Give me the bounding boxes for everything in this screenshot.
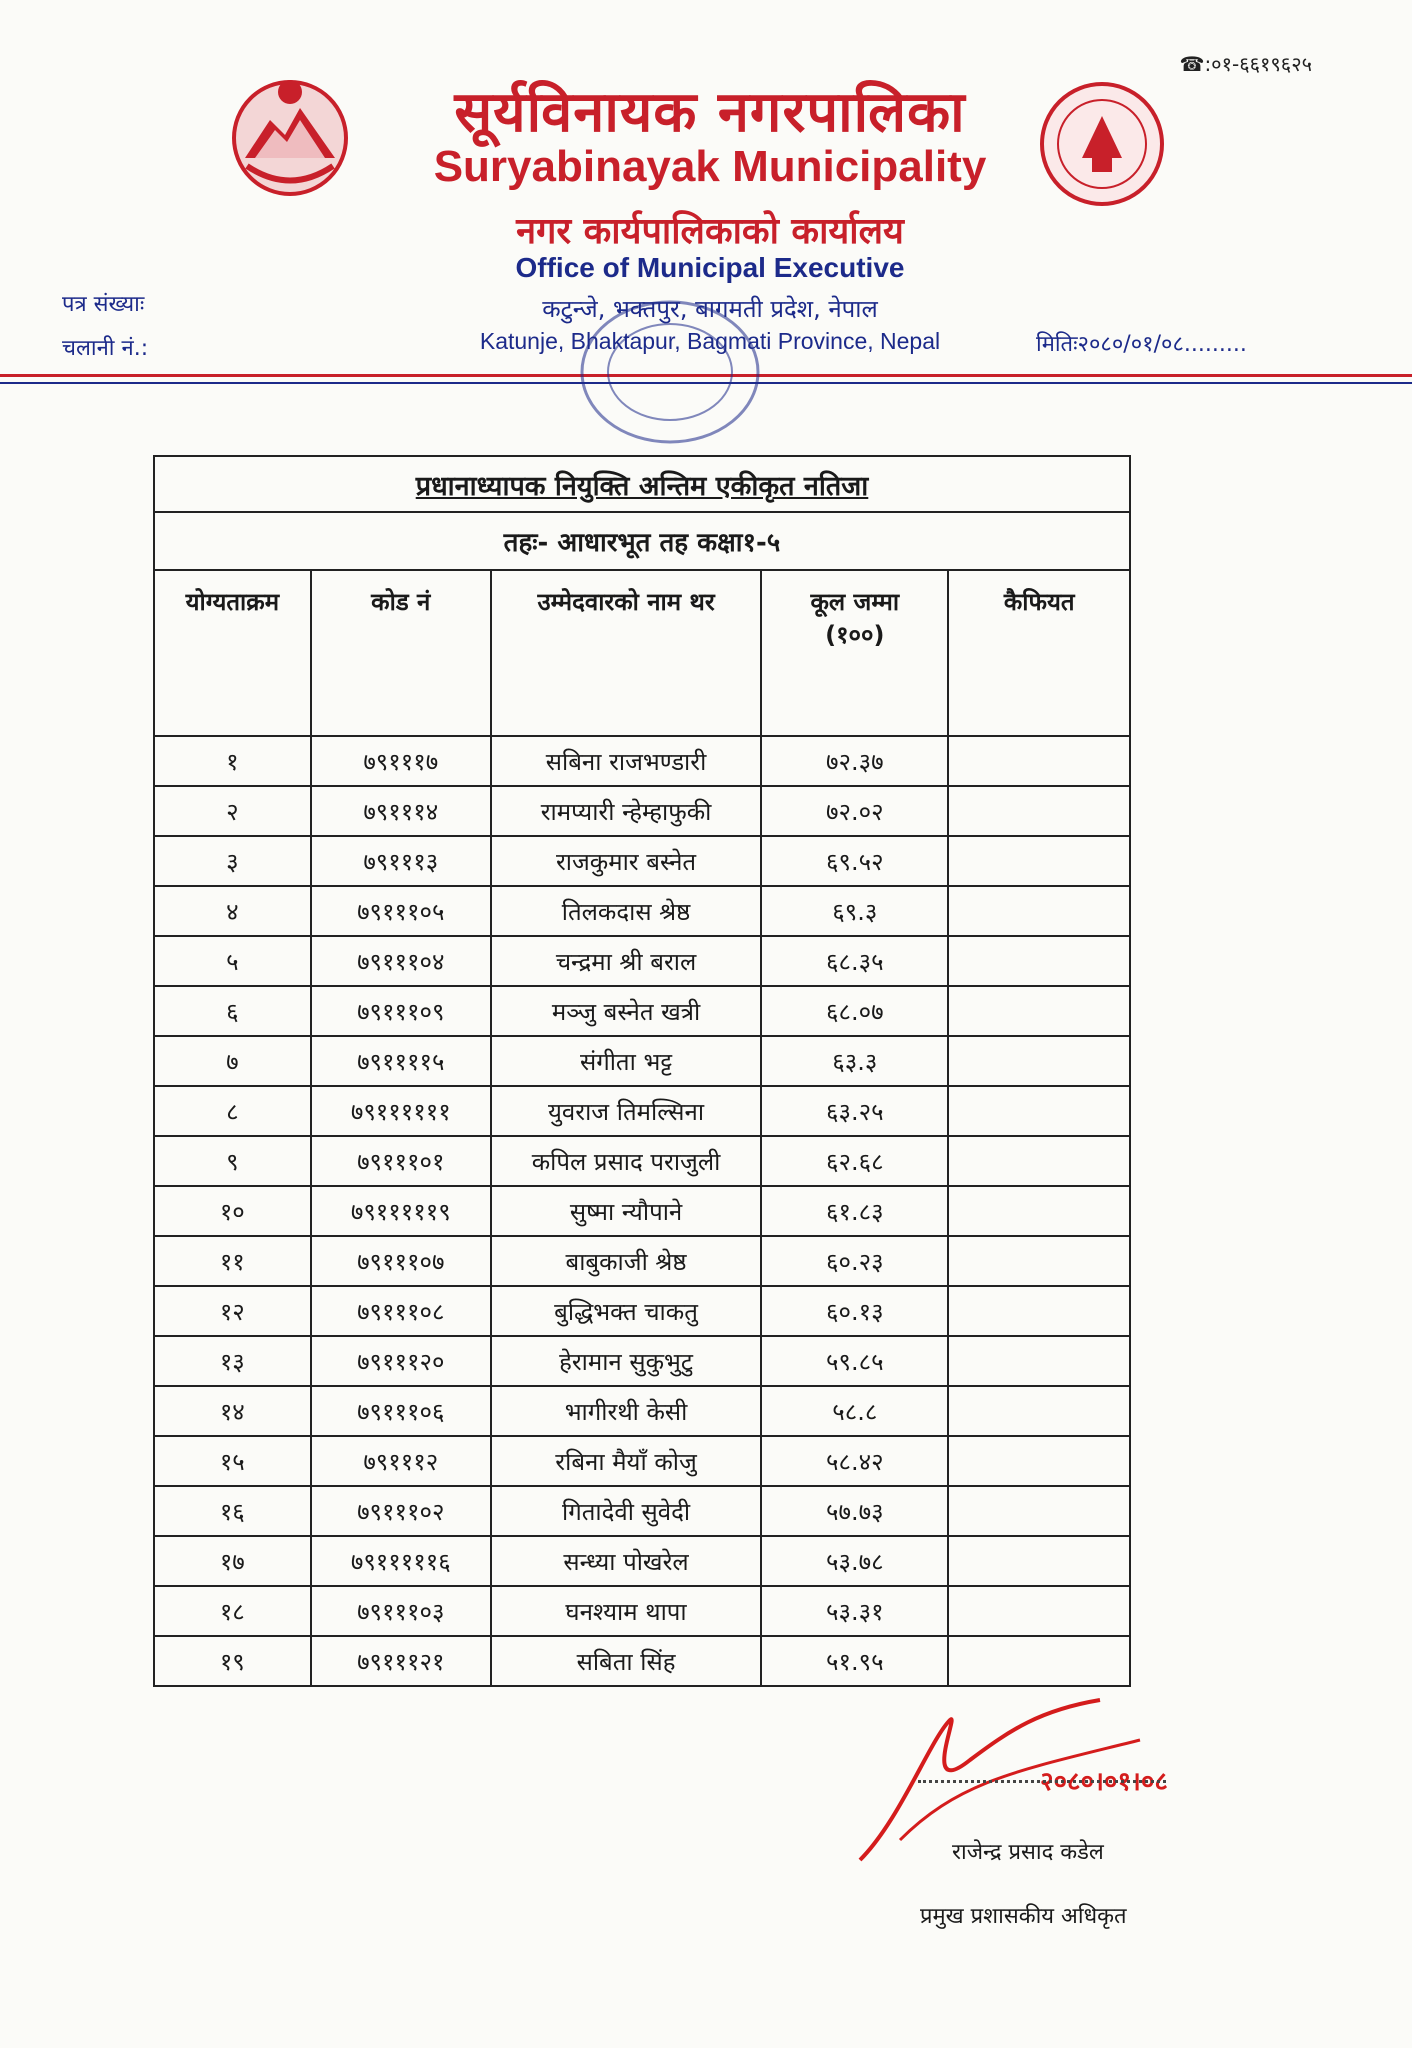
cell-remarks xyxy=(948,1086,1130,1136)
cell-remarks xyxy=(948,1036,1130,1086)
cell-rank: ९ xyxy=(154,1136,311,1186)
table-row xyxy=(154,1286,1130,1336)
cell-name: कपिल प्रसाद पराजुली xyxy=(491,1136,761,1186)
cell-code: ७९१११११९ xyxy=(311,1186,491,1236)
cell-remarks xyxy=(948,1236,1130,1286)
cell-code: ७९१११२० xyxy=(311,1336,491,1386)
cell-code: ७९१११२ xyxy=(311,1436,491,1486)
table-row xyxy=(154,1586,1130,1636)
cell-code: ७९१११०८ xyxy=(311,1286,491,1336)
date-field xyxy=(1036,328,1247,358)
cell-total: ६८.३५ xyxy=(761,936,948,986)
cell-code: ७९१११०६ xyxy=(311,1386,491,1436)
cell-code: ७९१११०३ xyxy=(311,1586,491,1636)
cell-code: ७९१११०५ xyxy=(311,886,491,936)
cell-total: ७२.३७ xyxy=(761,736,948,786)
cell-code: ७९१११०४ xyxy=(311,936,491,986)
table-row xyxy=(154,836,1130,886)
cell-rank: ३ xyxy=(154,836,311,886)
table-level: तहः- आधारभूत तह कक्षा१-५ xyxy=(154,512,1130,570)
cell-remarks xyxy=(948,1136,1130,1186)
cell-rank: ८ xyxy=(154,1086,311,1136)
cell-total: ५३.३१ xyxy=(761,1586,948,1636)
cell-name: हेरामान सुकुभुटु xyxy=(491,1336,761,1386)
cell-remarks xyxy=(948,1586,1130,1636)
cell-remarks xyxy=(948,936,1130,986)
header-total: कूल जम्मा (१००) xyxy=(761,570,948,736)
cell-total: ५७.७३ xyxy=(761,1486,948,1536)
table-row xyxy=(154,1536,1130,1586)
cell-remarks xyxy=(948,1536,1130,1586)
office-name-np: नगर कार्यपालिकाको कार्यालय xyxy=(516,211,904,252)
cell-name: बुद्धिभक्त चाकतु xyxy=(491,1286,761,1336)
cell-rank: १० xyxy=(154,1186,311,1236)
office-stamp-icon xyxy=(570,292,770,452)
cell-rank: १३ xyxy=(154,1336,311,1386)
table-row xyxy=(154,1136,1130,1186)
cell-rank: १९ xyxy=(154,1636,311,1686)
table-row xyxy=(154,936,1130,986)
cell-name: रबिना मैयाँ कोजु xyxy=(491,1436,761,1486)
cell-remarks xyxy=(948,1436,1130,1486)
letter-number-label: पत्र संख्याः xyxy=(62,292,145,317)
cell-name: सन्ध्या पोखरेल xyxy=(491,1536,761,1586)
cell-total: ६९.३ xyxy=(761,886,948,936)
table-row xyxy=(154,1086,1130,1136)
cell-name: युवराज तिमल्सिना xyxy=(491,1086,761,1136)
cell-rank: १५ xyxy=(154,1436,311,1486)
header-remarks: कैफियत xyxy=(948,570,1130,736)
table-row xyxy=(154,1636,1130,1686)
cell-name: मञ्जु बस्नेत खत्री xyxy=(491,986,761,1036)
cell-total: ६९.५२ xyxy=(761,836,948,886)
cell-code: ७९१११०९ xyxy=(311,986,491,1036)
header-rank: योग्यताक्रम xyxy=(154,570,311,736)
office-name-en: Office of Municipal Executive xyxy=(515,252,905,283)
cell-total: ६३.२५ xyxy=(761,1086,948,1136)
cell-remarks xyxy=(948,1386,1130,1436)
cell-rank: ११ xyxy=(154,1236,311,1286)
cell-rank: ५ xyxy=(154,936,311,986)
cell-remarks xyxy=(948,1286,1130,1336)
table-row xyxy=(154,1186,1130,1236)
cell-remarks xyxy=(948,1336,1130,1386)
cell-name: संगीता भट्ट xyxy=(491,1036,761,1086)
cell-remarks xyxy=(948,1486,1130,1536)
cell-total: ५९.८५ xyxy=(761,1336,948,1386)
table-row xyxy=(154,786,1130,836)
cell-total: ७२.०२ xyxy=(761,786,948,836)
table-row xyxy=(154,1386,1130,1436)
table-row xyxy=(154,886,1130,936)
cell-rank: ७ xyxy=(154,1036,311,1086)
cell-code: ७९१११०१ xyxy=(311,1136,491,1186)
header-name: उम्मेदवारको नाम थर xyxy=(491,570,761,736)
cell-remarks xyxy=(948,986,1130,1036)
date-label: मितिः xyxy=(1036,332,1078,357)
cell-code: ७९११११११ xyxy=(311,1086,491,1136)
table-row xyxy=(154,1036,1130,1086)
handwritten-date: २०८०।०१।०८ xyxy=(1040,1767,1168,1797)
cell-rank: ४ xyxy=(154,886,311,936)
cell-name: सबिना राजभण्डारी xyxy=(491,736,761,786)
table-caption: प्रधानाध्यापक नियुक्ति अन्तिम एकीकृत नतिजा xyxy=(154,456,1130,512)
cell-code: ७९१११०२ xyxy=(311,1486,491,1536)
cell-total: ६२.६८ xyxy=(761,1136,948,1186)
cell-rank: १६ xyxy=(154,1486,311,1536)
cell-total: ६३.३ xyxy=(761,1036,948,1086)
cell-name: चन्द्रमा श्री बराल xyxy=(491,936,761,986)
cell-total: ६०.१३ xyxy=(761,1286,948,1336)
cell-code: ७९१११३ xyxy=(311,836,491,886)
signature-line xyxy=(918,1780,1166,1783)
cell-rank: १८ xyxy=(154,1586,311,1636)
cell-total: ६०.२३ xyxy=(761,1236,948,1286)
cell-rank: १ xyxy=(154,736,311,786)
address-np: कटुन्जे, भक्तपुर, बागमती प्रदेश, नेपाल xyxy=(542,295,878,323)
cell-remarks xyxy=(948,786,1130,836)
phone-number: ☎:०१-६६१९६२५ xyxy=(1179,52,1312,76)
cell-rank: १२ xyxy=(154,1286,311,1336)
table-row xyxy=(154,1336,1130,1386)
cell-rank: १७ xyxy=(154,1536,311,1586)
table-row xyxy=(154,1236,1130,1286)
cell-total: ५१.९५ xyxy=(761,1636,948,1686)
cell-name: भागीरथी केसी xyxy=(491,1386,761,1436)
cell-total: ६१.८३ xyxy=(761,1186,948,1236)
table-row xyxy=(154,986,1130,1036)
cell-total: ५८.४२ xyxy=(761,1436,948,1486)
cell-name: गितादेवी सुवेदी xyxy=(491,1486,761,1536)
cell-total: ५८.८ xyxy=(761,1386,948,1436)
table-row xyxy=(154,1436,1130,1486)
cell-name: रामप्यारी न्हेम्हाफुकी xyxy=(491,786,761,836)
cell-code: ७९११११५ xyxy=(311,1036,491,1086)
municipality-name-np: सूर्यविनायक नगरपालिका xyxy=(454,80,966,145)
cell-remarks xyxy=(948,736,1130,786)
cell-rank: १४ xyxy=(154,1386,311,1436)
cell-name: राजकुमार बस्नेत xyxy=(491,836,761,886)
table-row xyxy=(154,736,1130,786)
table-row xyxy=(154,1486,1130,1536)
cell-code: ७९१११७ xyxy=(311,736,491,786)
dispatch-number-label: चलानी नं.: xyxy=(62,336,149,361)
result-table xyxy=(153,455,1131,1687)
cell-name: घनश्याम थापा xyxy=(491,1586,761,1636)
cell-code: ७९१११४ xyxy=(311,786,491,836)
cell-remarks xyxy=(948,886,1130,936)
cell-name: सबिता सिंह xyxy=(491,1636,761,1686)
cell-rank: २ xyxy=(154,786,311,836)
cell-code: ७९१११०७ xyxy=(311,1236,491,1286)
cell-rank: ६ xyxy=(154,986,311,1036)
header-code: कोड नं xyxy=(311,570,491,736)
cell-remarks xyxy=(948,836,1130,886)
cell-name: बाबुकाजी श्रेष्ठ xyxy=(491,1236,761,1286)
cell-name: तिलकदास श्रेष्ठ xyxy=(491,886,761,936)
cell-code: ७९१११२१ xyxy=(311,1636,491,1686)
cell-total: ५३.७८ xyxy=(761,1536,948,1586)
cell-remarks xyxy=(948,1186,1130,1236)
cell-code: ७९१११११६ xyxy=(311,1536,491,1586)
signatory-name: राजेन्द्र प्रसाद कडेल xyxy=(952,1840,1104,1865)
address-en: Katunje, Bhaktapur, Bagmati Province, Nepal xyxy=(479,328,941,354)
cell-total: ६८.०७ xyxy=(761,986,948,1036)
date-value: २०८०/०१/०८......... xyxy=(1077,332,1247,357)
cell-remarks xyxy=(948,1636,1130,1686)
cell-name: सुष्मा न्यौपाने xyxy=(491,1186,761,1236)
municipality-name-en: Suryabinayak Municipality xyxy=(433,142,987,191)
signatory-title: प्रमुख प्रशासकीय अधिकृत xyxy=(920,1904,1127,1929)
